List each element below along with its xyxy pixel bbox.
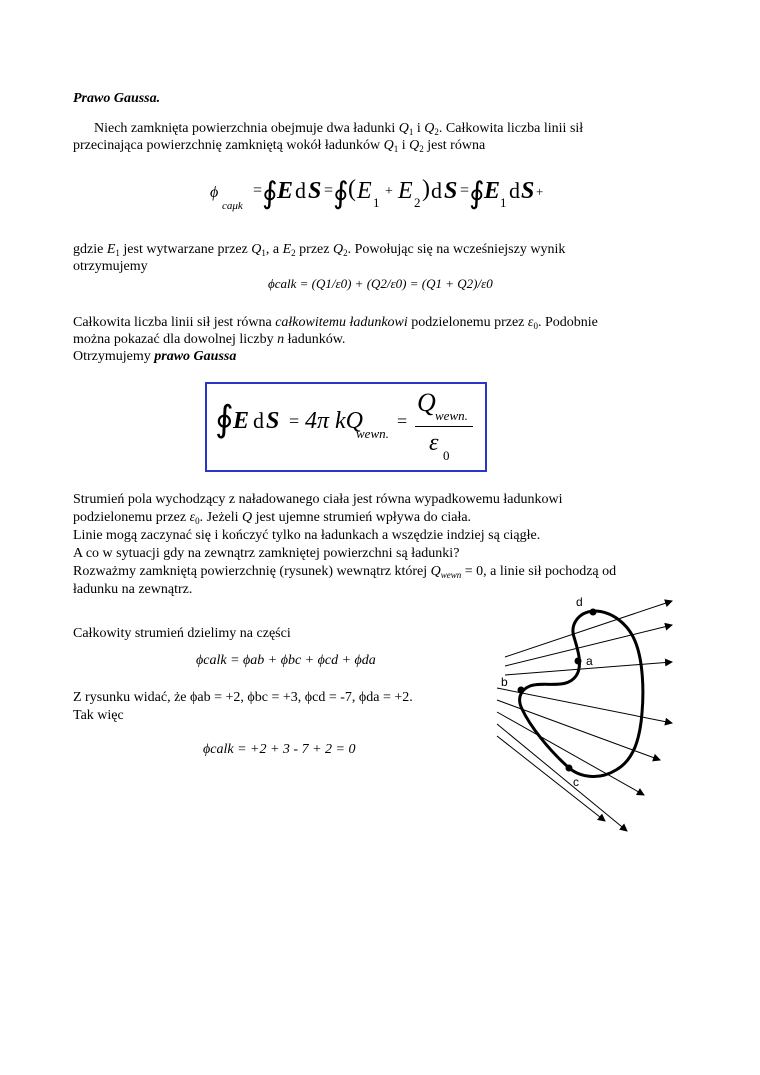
subscript: wewn. [435, 408, 468, 423]
subscript: 2 [414, 195, 421, 210]
differential-d: d [431, 178, 442, 203]
para4-line3: Linie mogą zaczynać się i kończyć tylko na ładunkach a wszędzie indziej są ciągłe. [73, 528, 541, 543]
symbol-n: n [277, 332, 285, 347]
subscript: 2 [291, 248, 296, 258]
section-title: Prawo Gaussa. [73, 91, 161, 106]
point-d [590, 609, 597, 616]
symbol-epsilon: ε [189, 510, 196, 525]
vector-s: S [308, 178, 322, 204]
subscript: 1 [393, 144, 399, 154]
subscript: 1 [408, 127, 414, 137]
para5-line2: Z rysunku widać, że ϕab = +2, ϕbc = +3, ϕcd = -7, ϕda = +2. [73, 690, 413, 705]
vector-e2: E [398, 178, 413, 204]
subscript: 1 [115, 248, 120, 258]
differential-d: d [253, 408, 264, 433]
para5-line3: Tak więc [73, 708, 124, 723]
point-c [566, 765, 573, 772]
subscript: 2 [343, 248, 348, 258]
flux-sum-equation: ϕcalk = (Q1/ε0) + (Q2/ε0) = (Q1 + Q2)/ε0 [268, 276, 493, 291]
text: , a [265, 242, 283, 257]
vector-e: E [233, 408, 250, 434]
text: . Powołując się na wcześniejszy wynik [347, 242, 566, 257]
subscript: 0 [195, 516, 200, 526]
differential-d: d [509, 178, 520, 203]
equals-sign: = [289, 411, 300, 431]
vector-s: S [266, 408, 280, 434]
differential-d: d [295, 178, 306, 203]
vector-s: S [521, 178, 535, 204]
vector-s: S [444, 178, 458, 204]
para4-line1: Strumień pola wychodzący z naładowanego ciała jest równa wypadkowemu ładunkowi [73, 492, 563, 507]
symbol-q: Q [332, 242, 344, 257]
symbol-q: Q [409, 138, 420, 153]
contour-integral-icon: ∮ [333, 177, 349, 210]
text: Całkowita liczba linii sił jest równa [73, 315, 276, 330]
contour-integral-icon: ∮ [469, 177, 485, 210]
para5-line1: Całkowity strumień dzielimy na części [73, 626, 291, 641]
subscript: 2 [419, 144, 424, 154]
text: przecinająca powierzchnię zamkniętą wokół ładunków [73, 138, 384, 153]
denominator-epsilon: ε [429, 430, 439, 456]
label-d: d [576, 595, 583, 609]
text: Otrzymujemy [73, 349, 155, 364]
text: Rozważmy zamkniętą powierzchnię (rysunek) wewnątrz której [73, 564, 431, 579]
symbol-e: E [106, 242, 116, 257]
text: przez [295, 242, 333, 257]
vector-e1: E [357, 178, 372, 204]
equals-sign: = [460, 182, 470, 199]
symbol-q: Q [383, 138, 394, 153]
equals-sign: = [397, 411, 408, 431]
para2-line2: otrzymujemy [73, 259, 148, 274]
point-a [575, 658, 582, 665]
field-line [497, 724, 627, 831]
paren-open: ( [348, 176, 356, 202]
vector-e: E [277, 178, 294, 204]
phi-symbol: ϕ [210, 184, 219, 201]
plus-sign: + [536, 184, 544, 199]
text: jest równa [423, 138, 486, 153]
text: można pokazać dla dowolnej liczby [73, 332, 278, 347]
coulomb-term: 4π kQ [305, 408, 364, 434]
subscript: 2 [434, 127, 439, 137]
closed-surface [520, 611, 643, 776]
text: = 0, a linie sił pochodzą od [461, 564, 617, 579]
contour-integral-icon: ∮ [262, 177, 278, 210]
subscript: 1 [500, 195, 507, 210]
final-flux-equation: ϕcalk = +2 + 3 - 7 + 2 = 0 [203, 742, 356, 757]
text: jest wytwarzane przez [119, 242, 252, 257]
text: . Podobnie [537, 315, 598, 330]
phi-subscript: caμk [222, 200, 243, 212]
point-b [518, 687, 525, 694]
subscript: wewn. [356, 426, 389, 441]
text: gdzie [73, 242, 107, 257]
subscript: 1 [373, 195, 380, 210]
label-b: b [501, 675, 508, 689]
text: i [413, 121, 425, 136]
emphasis: całkowitemu ładunkowi [275, 315, 408, 330]
symbol-q: Q [430, 564, 441, 579]
text: . Jeżeli [199, 510, 243, 525]
label-c: c [573, 775, 579, 789]
subscript: 0 [443, 448, 450, 463]
symbol-q: Q [398, 121, 409, 136]
field-lines [497, 601, 672, 831]
numerator-q: Q [417, 388, 436, 417]
text: podzielonemu przez [407, 315, 528, 330]
contour-integral-icon: ∮ [215, 399, 234, 439]
text: i [398, 138, 410, 153]
plus-sign: + [385, 184, 393, 199]
equals-sign: = [324, 182, 334, 199]
symbol-q: Q [424, 121, 435, 136]
paren-close: ) [422, 176, 430, 202]
label-a: a [586, 654, 593, 668]
emphasis: prawo Gaussa [154, 349, 237, 364]
field-line [497, 688, 672, 723]
equals-sign: = [253, 182, 263, 199]
subscript: 1 [261, 248, 266, 258]
subscript: 0 [533, 321, 538, 331]
text: . Całkowita liczba linii sił [438, 121, 584, 136]
para4-line6: ładunku na zewnątrz. [73, 582, 193, 597]
subscript: wewn [440, 570, 462, 580]
symbol-epsilon: ε [527, 315, 534, 330]
text: Niech zamknięta powierzchnia obejmuje dwa ładunki [94, 121, 399, 136]
symbol-q: Q [251, 242, 262, 257]
symbol-q: Q [242, 510, 253, 525]
flux-parts-equation: ϕcalk = ϕab + ϕbc + ϕcd + ϕda [196, 653, 376, 668]
text: podzielonemu przez [73, 510, 190, 525]
symbol-e: E [282, 242, 292, 257]
vector-e1: E [484, 178, 501, 204]
para4-line4: A co w sytuacji gdy na zewnątrz zamkniętej powierzchni są ładunki? [73, 546, 460, 561]
field-line [505, 601, 672, 657]
text: ładunków. [284, 332, 346, 347]
text: jest ujemne strumień wpływa do ciała. [252, 510, 472, 525]
